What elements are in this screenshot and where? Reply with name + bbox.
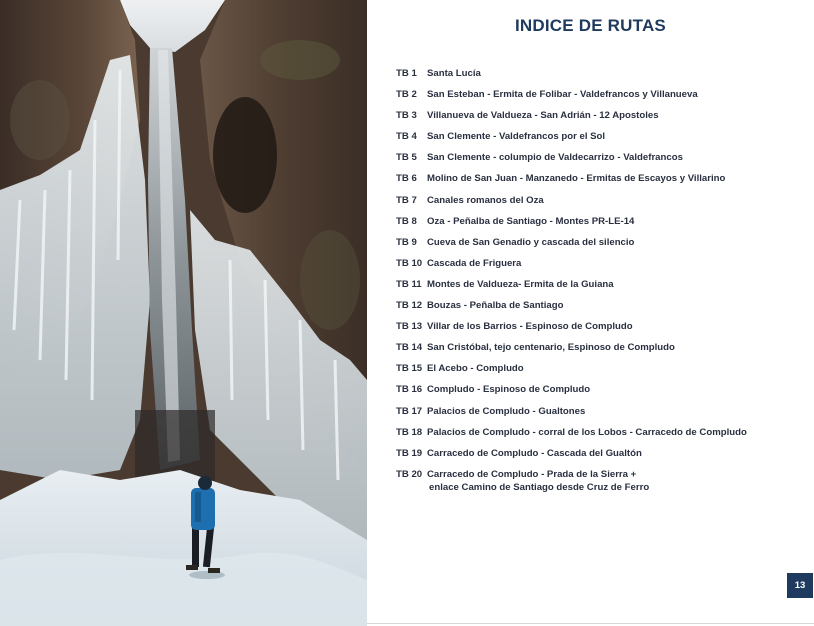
footer-divider bbox=[367, 623, 814, 624]
route-code: TB 13 bbox=[396, 321, 423, 333]
route-item bbox=[396, 130, 806, 151]
route-name bbox=[427, 405, 806, 418]
route-code: TB 8 bbox=[396, 215, 417, 227]
route-item bbox=[396, 299, 806, 320]
route-item bbox=[396, 341, 806, 362]
route-code: TB 18 bbox=[396, 426, 423, 438]
route-code: TB 16 bbox=[396, 384, 423, 396]
route-name-line: San Cristóbal, tejo centenario, Espinoso de Compludo bbox=[427, 342, 675, 354]
route-name bbox=[427, 151, 806, 164]
route-item bbox=[396, 320, 806, 341]
route-name-line: Cueva de San Genadio y cascada del silencio bbox=[427, 236, 635, 248]
route-name bbox=[427, 194, 806, 207]
route-name bbox=[427, 320, 806, 333]
route-code: TB 19 bbox=[396, 447, 423, 459]
route-item bbox=[396, 468, 806, 493]
route-code: TB 7 bbox=[396, 194, 417, 206]
route-item bbox=[396, 151, 806, 172]
route-code: TB 14 bbox=[396, 342, 423, 354]
route-name-line: El Acebo - Compludo bbox=[427, 363, 524, 375]
index-panel bbox=[367, 0, 814, 626]
route-code: TB 20 bbox=[396, 468, 423, 480]
route-name-line: Bouzas - Peñalba de Santiago bbox=[427, 300, 564, 312]
route-item bbox=[396, 88, 806, 109]
route-item bbox=[396, 172, 806, 193]
route-name bbox=[427, 172, 806, 185]
route-code: TB 17 bbox=[396, 405, 423, 417]
route-name bbox=[427, 383, 806, 396]
route-name bbox=[427, 341, 806, 354]
route-name-line: Compludo - Espinoso de Compludo bbox=[427, 384, 591, 396]
route-code: TB 15 bbox=[396, 363, 423, 375]
page-number-badge: 13 bbox=[787, 573, 813, 598]
route-item bbox=[396, 447, 806, 468]
route-name-line: Palacios de Compludo - corral de los Lobos - Carracedo de Compludo bbox=[427, 426, 747, 438]
route-code: TB 10 bbox=[396, 257, 423, 269]
route-name bbox=[427, 426, 806, 439]
route-code: TB 12 bbox=[396, 300, 423, 312]
route-name bbox=[427, 88, 806, 101]
route-code: TB 11 bbox=[396, 278, 422, 290]
route-code: TB 6 bbox=[396, 173, 417, 185]
route-name bbox=[427, 278, 806, 291]
route-name bbox=[427, 362, 806, 375]
route-item bbox=[396, 109, 806, 130]
route-name-line: Carracedo de Compludo - Prada de la Sierra + bbox=[427, 468, 637, 480]
route-name-line: Montes de Valdueza- Ermita de la Guiana bbox=[427, 278, 614, 290]
frozen-waterfall-photo bbox=[0, 0, 367, 626]
route-name-line: Molino de San Juan - Manzanedo - Ermitas de Escayos y Villarino bbox=[427, 173, 726, 185]
route-item bbox=[396, 67, 806, 88]
route-name-line: Oza - Peñalba de Santiago - Montes PR-LE-14 bbox=[427, 215, 635, 227]
route-item bbox=[396, 236, 806, 257]
route-item bbox=[396, 362, 806, 383]
route-item bbox=[396, 383, 806, 404]
route-name bbox=[427, 236, 806, 249]
route-name bbox=[427, 299, 806, 312]
route-name-line-2: enlace Camino de Santiago desde Cruz de Ferro bbox=[429, 481, 650, 493]
route-list bbox=[396, 67, 806, 493]
route-name-line: Cascada de Friguera bbox=[427, 257, 522, 269]
route-name bbox=[427, 67, 806, 80]
route-item bbox=[396, 194, 806, 215]
route-item bbox=[396, 215, 806, 236]
route-name-line: Palacios de Compludo - Gualtones bbox=[427, 405, 586, 417]
route-name bbox=[427, 215, 806, 228]
route-code: TB 2 bbox=[396, 89, 417, 101]
route-name-line: San Clemente - columpio de Valdecarrizo - Valdefrancos bbox=[427, 152, 683, 164]
route-code: TB 1 bbox=[396, 68, 417, 79]
route-name bbox=[427, 447, 806, 460]
route-name-line: San Clemente - Valdefrancos por el Sol bbox=[427, 131, 606, 143]
route-name bbox=[427, 468, 806, 494]
route-name bbox=[427, 109, 806, 122]
route-item bbox=[396, 278, 806, 299]
route-code: TB 4 bbox=[396, 131, 417, 143]
route-name-line: San Esteban - Ermita de Folibar - Valdefrancos y Villanueva bbox=[427, 89, 698, 101]
route-name-line: Santa Lucía bbox=[427, 68, 481, 79]
route-name bbox=[427, 257, 806, 270]
route-item bbox=[396, 405, 806, 426]
route-item bbox=[396, 426, 806, 447]
route-name bbox=[427, 130, 806, 143]
route-name-line: Villar de los Barrios - Espinoso de Compludo bbox=[427, 321, 633, 333]
route-name-line: Carracedo de Compludo - Cascada del Gualtón bbox=[427, 447, 642, 459]
page-title: INDICE DE RUTAS bbox=[515, 16, 666, 35]
route-code: TB 3 bbox=[396, 110, 417, 122]
route-item bbox=[396, 257, 806, 278]
route-name-line: Villanueva de Valdueza - San Adrián - 12 Apostoles bbox=[427, 110, 659, 122]
route-name-line: Canales romanos del Oza bbox=[427, 194, 544, 206]
route-code: TB 5 bbox=[396, 152, 417, 164]
route-code: TB 9 bbox=[396, 236, 417, 248]
